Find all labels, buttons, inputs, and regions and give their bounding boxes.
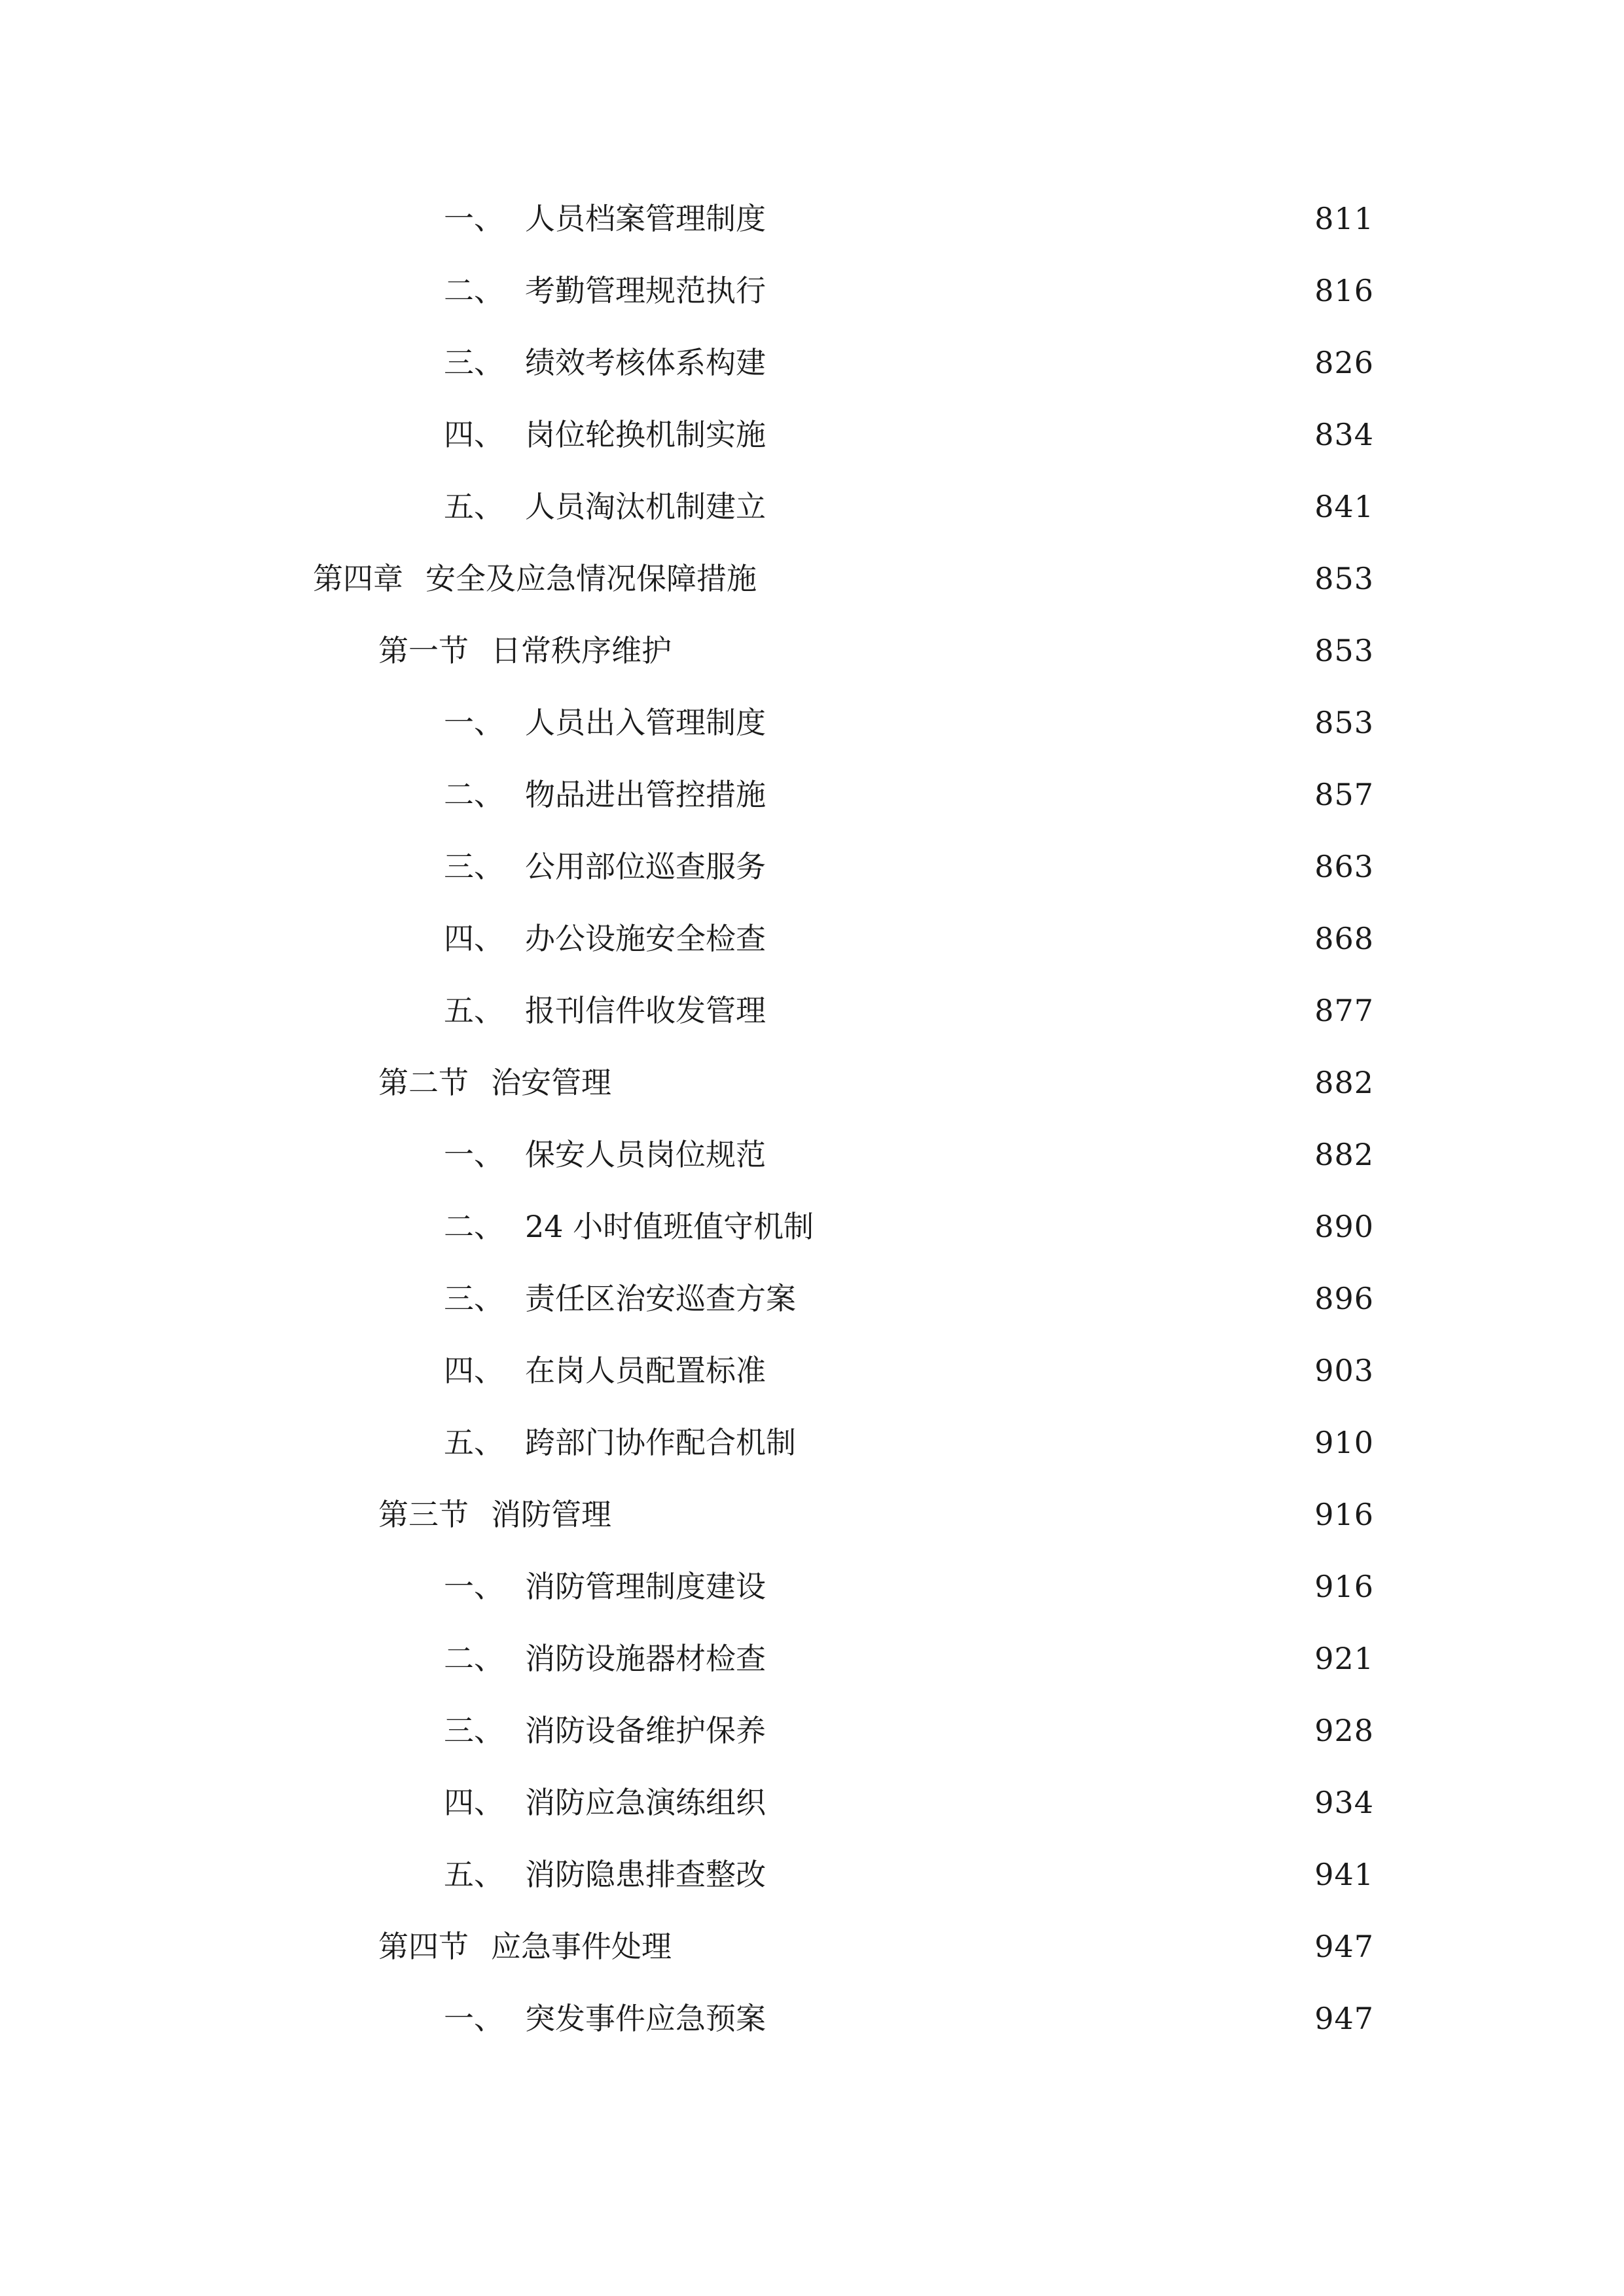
toc-entry-title: 人员档案管理制度 <box>525 201 766 236</box>
toc-entry-number: 一、 <box>444 1569 504 1604</box>
toc-entry-page: 896 <box>1314 1281 1374 1316</box>
toc-chapter-number: 第四章 <box>313 561 403 596</box>
toc-entry-page: 857 <box>1314 777 1374 812</box>
toc-entry-title: 报刊信件收发管理 <box>525 993 766 1028</box>
dot-leader <box>774 1776 1305 1829</box>
toc-entry-title: 考勤管理规范执行 <box>525 273 766 308</box>
toc-entry[interactable] <box>444 192 1374 245</box>
toc-entry-page: 826 <box>1314 345 1374 380</box>
dot-leader <box>774 336 1305 389</box>
toc-entry-page: 863 <box>1314 849 1374 884</box>
toc-section-title: 日常秩序维护 <box>491 633 672 668</box>
toc-entry-number: 五、 <box>444 1425 504 1460</box>
toc-entry-page: 890 <box>1314 1209 1374 1244</box>
toc-entry[interactable] <box>444 912 1374 965</box>
toc-entry[interactable] <box>444 1704 1374 1757</box>
toc-entry-number: 四、 <box>444 1353 504 1388</box>
toc-entry-title: 突发事件应急预案 <box>525 2001 766 2036</box>
toc-entry-number: 二、 <box>444 1641 504 1676</box>
dot-leader <box>774 984 1305 1037</box>
toc-section-entry[interactable] <box>378 1056 1374 1109</box>
toc-entry-number: 五、 <box>444 993 504 1028</box>
toc-entry-number: 一、 <box>444 201 504 236</box>
toc-section-number: 第四节 <box>378 1929 469 1964</box>
dot-leader <box>821 1200 1305 1253</box>
toc-entry-number: 二、 <box>444 1209 504 1244</box>
toc-entry-number: 三、 <box>444 345 504 380</box>
toc-entry-title: 在岗人员配置标准 <box>525 1353 766 1388</box>
toc-entry[interactable] <box>444 840 1374 893</box>
dot-leader <box>619 1056 1305 1109</box>
toc-entry-number: 五、 <box>444 1857 504 1892</box>
toc-entry[interactable] <box>444 696 1374 749</box>
toc-entry[interactable] <box>444 1632 1374 1685</box>
toc-entry-page: 921 <box>1314 1641 1374 1676</box>
toc-entry-title: 公用部位巡查服务 <box>525 849 766 884</box>
toc-entry-page: 910 <box>1314 1425 1374 1460</box>
toc-section-title: 应急事件处理 <box>491 1929 672 1964</box>
toc-entry-number: 四、 <box>444 417 504 452</box>
toc-entry[interactable] <box>444 1560 1374 1613</box>
toc-entry-title: 消防管理制度建设 <box>525 1569 766 1604</box>
toc-entry-title: 保安人员岗位规范 <box>525 1137 766 1172</box>
toc-chapter-entry[interactable] <box>313 552 1374 605</box>
toc-entry[interactable] <box>444 480 1374 533</box>
dot-leader <box>679 624 1305 677</box>
toc-section-page: 916 <box>1314 1497 1374 1532</box>
dot-leader <box>765 552 1305 605</box>
toc-entry[interactable] <box>444 768 1374 821</box>
dot-leader <box>774 1560 1305 1613</box>
dot-leader <box>774 1704 1305 1757</box>
toc-entry-page: 811 <box>1314 201 1374 236</box>
toc-entry-page: 834 <box>1314 417 1374 452</box>
toc-section-title: 消防管理 <box>491 1497 611 1532</box>
toc-entry-page: 841 <box>1314 489 1374 524</box>
toc-section-number: 第一节 <box>378 633 469 668</box>
dot-leader <box>679 1920 1305 1973</box>
toc-section-page: 882 <box>1314 1065 1374 1100</box>
toc-entry-title: 人员淘汰机制建立 <box>525 489 766 524</box>
toc-entry-title: 消防设施器材检查 <box>525 1641 766 1676</box>
toc-entry-number: 三、 <box>444 1281 504 1316</box>
toc-entry-page: 816 <box>1314 273 1374 308</box>
toc-entry-number: 五、 <box>444 489 504 524</box>
toc-section-number: 第三节 <box>378 1497 469 1532</box>
toc-entry-title: 跨部门协作配合机制 <box>525 1425 796 1460</box>
toc-entry-number: 一、 <box>444 1137 504 1172</box>
toc-chapter-page: 853 <box>1314 561 1374 596</box>
toc-entry[interactable] <box>444 408 1374 461</box>
toc-entry-page: 916 <box>1314 1569 1374 1604</box>
toc-section-page: 853 <box>1314 633 1374 668</box>
toc-entry-page: 941 <box>1314 1857 1374 1892</box>
toc-entry[interactable] <box>444 1776 1374 1829</box>
toc-entry-number: 一、 <box>444 705 504 740</box>
toc-entry-page: 853 <box>1314 705 1374 740</box>
toc-entry-number: 三、 <box>444 1713 504 1748</box>
toc-entry-title: 消防隐患排查整改 <box>525 1857 766 1892</box>
dot-leader <box>774 696 1305 749</box>
toc-entry-title: 人员出入管理制度 <box>525 705 766 740</box>
toc-entry-title: 消防设备维护保养 <box>525 1713 766 1748</box>
toc-section-page: 947 <box>1314 1929 1374 1964</box>
toc-entry[interactable] <box>444 1272 1374 1325</box>
dot-leader <box>774 408 1305 461</box>
toc-entry[interactable] <box>444 1200 1374 1253</box>
toc-entry-number: 二、 <box>444 777 504 812</box>
dot-leader <box>774 1848 1305 1901</box>
toc-section-number: 第二节 <box>378 1065 469 1100</box>
toc-section-entry[interactable] <box>378 1920 1374 1973</box>
dot-leader <box>774 1344 1305 1397</box>
toc-entry-page: 947 <box>1314 2001 1374 2036</box>
toc-entry[interactable] <box>444 336 1374 389</box>
toc-entry-number: 二、 <box>444 273 504 308</box>
toc-section-entry[interactable] <box>378 1488 1374 1541</box>
toc-entry[interactable] <box>444 264 1374 317</box>
toc-entry-page: 882 <box>1314 1137 1374 1172</box>
dot-leader <box>774 264 1305 317</box>
dot-leader <box>774 768 1305 821</box>
toc-entry-title: 物品进出管控措施 <box>525 777 766 812</box>
toc-section-title: 治安管理 <box>491 1065 611 1100</box>
toc-entry-number: 四、 <box>444 1785 504 1820</box>
toc-section-entry[interactable] <box>378 624 1374 677</box>
toc-entry-number: 三、 <box>444 849 504 884</box>
toc-entry-page: 928 <box>1314 1713 1374 1748</box>
toc-entry-page: 903 <box>1314 1353 1374 1388</box>
dot-leader <box>774 1128 1305 1181</box>
toc-entry-number: 四、 <box>444 921 504 956</box>
toc-entry-page: 877 <box>1314 993 1374 1028</box>
toc-entry[interactable] <box>444 1344 1374 1397</box>
dot-leader <box>774 480 1305 533</box>
toc-entry[interactable] <box>444 1128 1374 1181</box>
dot-leader <box>774 1632 1305 1685</box>
toc-entry-title: 绩效考核体系构建 <box>525 345 766 380</box>
toc-entry-page: 868 <box>1314 921 1374 956</box>
dot-leader <box>804 1272 1305 1325</box>
dot-leader <box>804 1416 1305 1469</box>
toc-entry[interactable] <box>444 1992 1374 2045</box>
dot-leader <box>774 1992 1305 2045</box>
toc-entry[interactable] <box>444 984 1374 1037</box>
toc-entry[interactable] <box>444 1416 1374 1469</box>
toc-entry-title: 岗位轮换机制实施 <box>525 417 766 452</box>
dot-leader <box>619 1488 1305 1541</box>
dot-leader <box>774 912 1305 965</box>
toc-entry-number: 一、 <box>444 2001 504 2036</box>
toc-entry-title: 消防应急演练组织 <box>525 1785 766 1820</box>
toc-entry[interactable] <box>444 1848 1374 1901</box>
dot-leader <box>774 192 1305 245</box>
toc-entry-title: 责任区治安巡查方案 <box>525 1281 796 1316</box>
toc-entry-title: 24 小时值班值守机制 <box>525 1209 814 1244</box>
toc-entry-page: 934 <box>1314 1785 1374 1820</box>
toc-entry-title: 办公设施安全检查 <box>525 921 766 956</box>
toc-chapter-title: 安全及应急情况保障措施 <box>425 561 757 596</box>
dot-leader <box>774 840 1305 893</box>
